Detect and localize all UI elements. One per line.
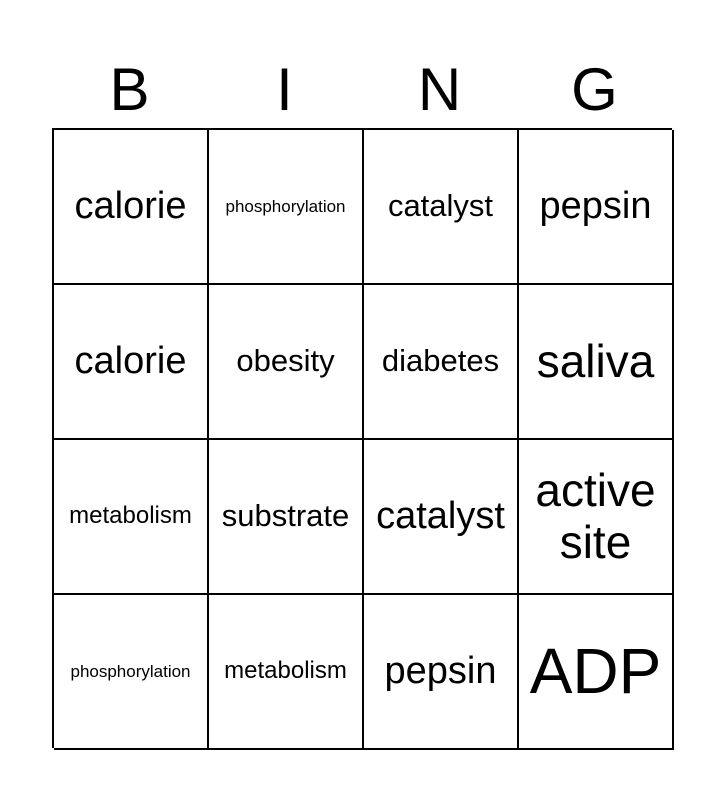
bingo-cell-r1-c4[interactable]: pepsin (519, 130, 674, 285)
bingo-cell-r2-c2[interactable]: obesity (209, 285, 364, 440)
header-letter-i: I (276, 56, 293, 123)
bingo-cell-r1-c1[interactable]: calorie (54, 130, 209, 285)
header-letter-b: B (109, 56, 150, 123)
bingo-cell-r4-c1[interactable]: phosphorylation (54, 595, 209, 750)
bingo-cell-r2-c1[interactable]: calorie (54, 285, 209, 440)
bingo-cell-r2-c4[interactable]: saliva (519, 285, 674, 440)
bingo-cell-r4-c4[interactable]: ADP (519, 595, 674, 750)
bingo-cell-r4-c3[interactable]: pepsin (364, 595, 519, 750)
bingo-cell-r3-c1[interactable]: metabolism (54, 440, 209, 595)
bingo-cell-r3-c2[interactable]: substrate (209, 440, 364, 595)
bingo-board (52, 128, 672, 748)
bingo-cell-r3-c3[interactable]: catalyst (364, 440, 519, 595)
bingo-cell-r3-c4[interactable]: active site (519, 440, 674, 595)
header-letter-n: N (417, 56, 462, 123)
bingo-header (52, 52, 672, 128)
header-letter-g: G (571, 56, 618, 123)
bingo-cell-r2-c3[interactable]: diabetes (364, 285, 519, 440)
bingo-cell-r1-c3[interactable]: catalyst (364, 130, 519, 285)
bingo-cell-r1-c2[interactable]: phosphorylation (209, 130, 364, 285)
bingo-cell-r4-c2[interactable]: metabolism (209, 595, 364, 750)
